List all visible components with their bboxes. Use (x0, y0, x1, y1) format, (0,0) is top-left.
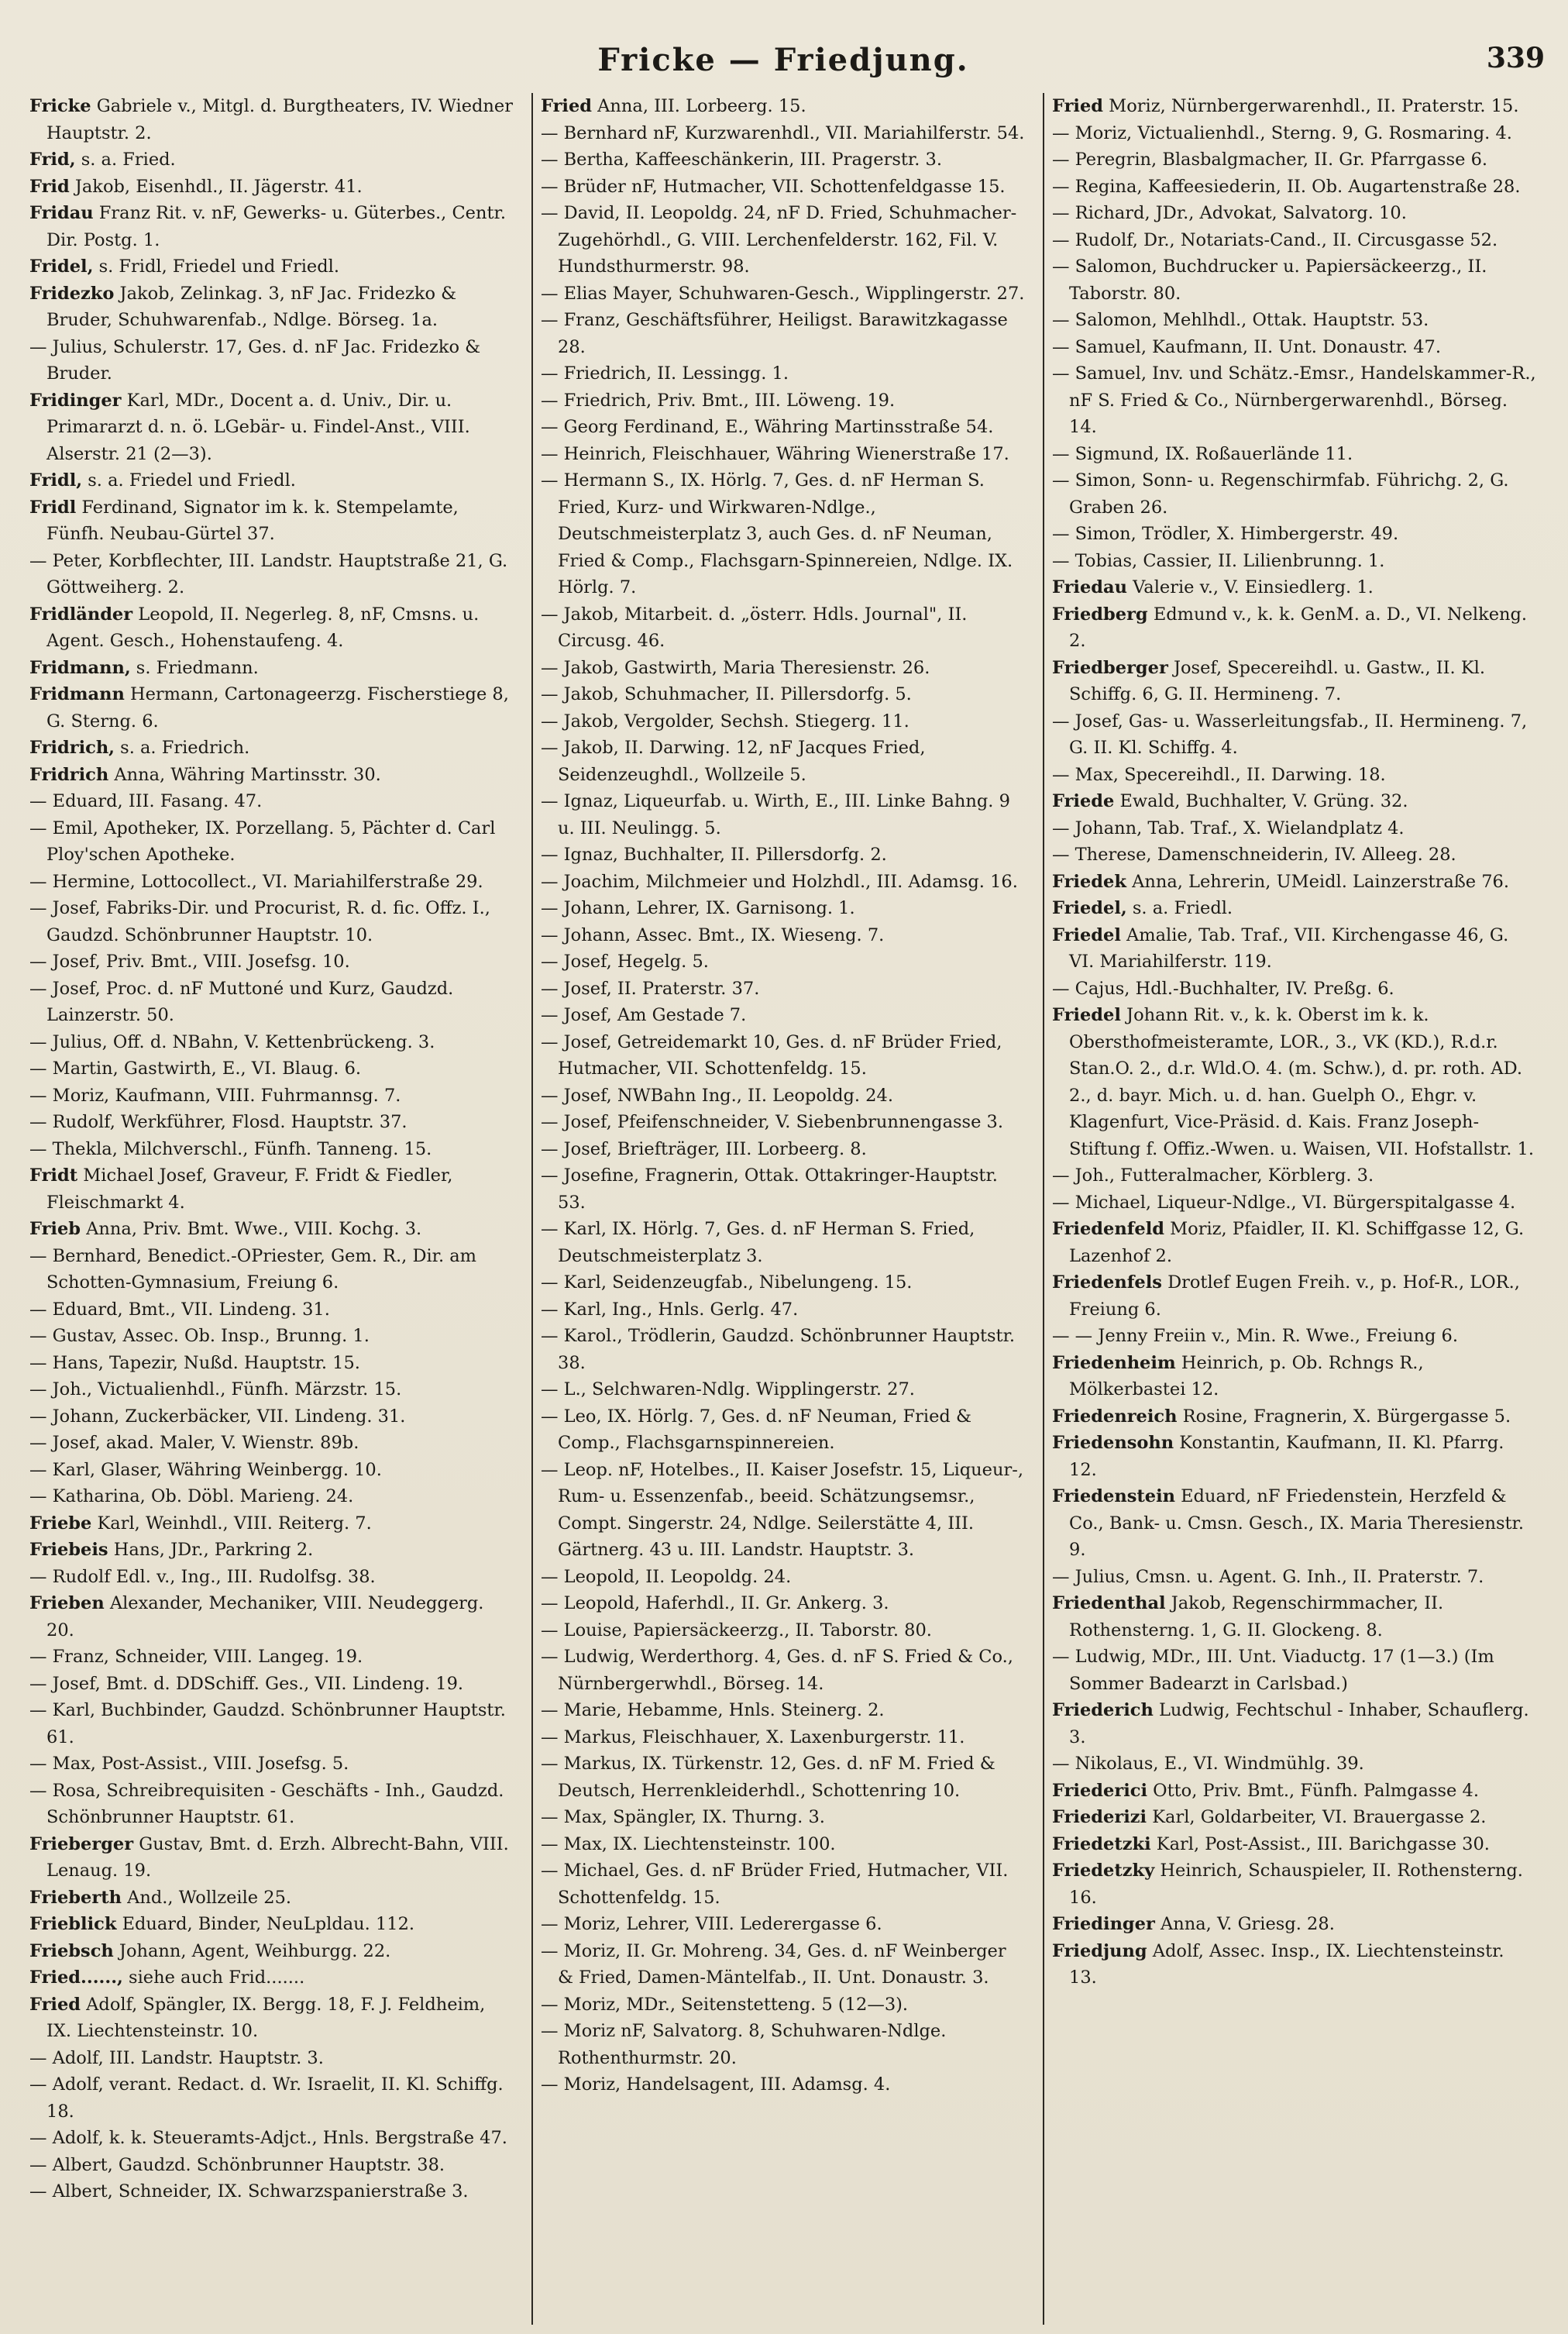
directory-entry: — Leop. nF, Hotelbes., II. Kaiser Josefstr. 15, Liqueur-, Rum- u. Essenzenfab., beeid. Schätzungsemsr., Compt. Singerstr. 24, Ndlge. Seilerstätte 4, III. Gärtnerg. 43 u. III. Landstr. Hauptstr. 3. (541, 1459, 1023, 1560)
directory-entry: — Samuel, Inv. und Schätz.-Emsr., Handelskammer-R., nF S. Fried & Co., Nürnbergerwarenhdl., Börseg. 14. (1052, 363, 1536, 437)
entry-surname: Fried (1052, 96, 1104, 116)
directory-entry: — Moriz, Handelsagent, III. Adamsg. 4. (541, 2074, 891, 2095)
directory-entry: — Josef, Hegelg. 5. (541, 952, 709, 972)
directory-entry: Fridmann, s. Friedmann. (29, 657, 259, 678)
entry-surname: Fridinger (29, 390, 122, 411)
directory-entry: Fridt Michael Josef, Graveur, F. Fridt & Fiedler, Fleischmarkt 4. (29, 1165, 453, 1213)
directory-entry: — Josef, Proc. d. nF Muttoné und Kurz, Gaudzd. Lainzerstr. 50. (29, 978, 454, 1025)
page-number: 339 (1486, 42, 1545, 74)
directory-entry: — Simon, Sonn- u. Regenschirmfab. Führichg. 2, G. Graben 26. (1052, 470, 1509, 518)
directory-entry: Frieblick Eduard, Binder, NeuLpldau. 112. (29, 1914, 415, 1934)
directory-entry: Friedjung Adolf, Assec. Insp., IX. Liechtensteinstr. 13. (1052, 1940, 1504, 1988)
directory-entry: — Josef, Pfeifenschneider, V. Siebenbrunnengasse 3. (541, 1112, 1004, 1132)
directory-entry: — Ludwig, Werderthorg. 4, Ges. d. nF S. Fried & Co., Nürnbergerwhdl., Börseg. 14. (541, 1647, 1013, 1694)
directory-entry: Friedek Anna, Lehrerin, UMeidl. Lainzerstraße 76. (1052, 871, 1510, 892)
directory-entry: — Jakob, Schuhmacher, II. Pillersdorfg. 5. (541, 684, 912, 704)
directory-entry: — Bertha, Kaffeeschänkerin, III. Pragerstr. 3. (541, 150, 942, 170)
directory-entry: — Moriz, Lehrer, VIII. Lederergasse 6. (541, 1914, 882, 1934)
entry-surname: Frieblick (29, 1914, 117, 1934)
entry-surname: Fridau (29, 203, 94, 223)
directory-entry: — Josef, akad. Maler, V. Wienstr. 89b. (29, 1433, 359, 1453)
directory-entry: Friedel Amalie, Tab. Traf., VII. Kirchengasse 46, G. VI. Mariahilferstr. 119. (1052, 924, 1509, 972)
entry-surname: Friedberger (1052, 657, 1168, 678)
directory-entry: — Max, Specereihdl., II. Darwing. 18. (1052, 764, 1386, 785)
directory-entry: — Joh., Victualienhdl., Fünfh. Märzstr. 15. (29, 1379, 402, 1399)
directory-entry: Friedenheim Heinrich, p. Ob. Rchngs R., Mölkerbastei 12. (1052, 1352, 1424, 1399)
directory-entry: — Adolf, verant. Redact. d. Wr. Israelit, II. Kl. Schiffg. 18. (29, 2074, 504, 2122)
directory-entry: — Adolf, III. Landstr. Hauptstr. 3. (29, 2047, 324, 2068)
directory-entry: Fried Moriz, Nürnbergerwarenhdl., II. Praterstr. 15. (1052, 96, 1519, 116)
directory-entry: Fridau Franz Rit. v. nF, Gewerks- u. Güterbes., Centr. Dir. Postg. 1. (29, 203, 506, 250)
entry-surname: Friedau (1052, 577, 1127, 597)
directory-entry: — Max, Post-Assist., VIII. Josefsg. 5. (29, 1754, 349, 1774)
directory-entry: Friedel Johann Rit. v., k. k. Oberst im k. k. Obersthofmeisteramte, LOR., 3., VK (KD.), R.d.r. Stan.O. 2., d.r. Wld.O. 4. (m. Schw.), d. pr. roth. AD. 2., d. bayr. Mich. u. d. han. Guelph O., Ehgr. v. Klagenfurt, Vice-Präsid. d. Kais. Franz Joseph-Stiftung f. Offiz.-Wwen. u. Waisen, VII. Hofstallstr. 1. (1052, 1005, 1534, 1159)
directory-entry: — Markus, Fleischhauer, X. Laxenburgerstr. 11. (541, 1726, 965, 1747)
directory-entry: — Leo, IX. Hörlg. 7, Ges. d. nF Neuman, Fried & Comp., Flachsgarnspinnereien. (541, 1406, 972, 1453)
directory-entry: Fridel, s. Fridl, Friedel und Friedl. (29, 256, 340, 277)
directory-entry: Friedenreich Rosine, Fragnerin, X. Bürgergasse 5. (1052, 1406, 1511, 1427)
page-title: Fricke — Friedjung. (597, 42, 969, 78)
entry-surname: Fridezko (29, 283, 115, 304)
directory-entry: — Katharina, Ob. Döbl. Marieng. 24. (29, 1486, 354, 1506)
directory-entry: — Karol., Trödlerin, Gaudzd. Schönbrunner Hauptstr. 38. (541, 1326, 1016, 1373)
entry-surname: Friedenfels (1052, 1272, 1162, 1293)
directory-entry: — Peregrin, Blasbalgmacher, II. Gr. Pfarrgasse 6. (1052, 150, 1488, 170)
directory-entry: — Heinrich, Fleischhauer, Währing Wienerstraße 17. (541, 443, 1009, 464)
directory-entry: — Friedrich, II. Lessingg. 1. (541, 363, 789, 384)
directory-entry: — L., Selchwaren-Ndlg. Wipplingerstr. 27. (541, 1379, 915, 1399)
directory-entry: Friederizi Karl, Goldarbeiter, VI. Brauergasse 2. (1052, 1807, 1487, 1827)
directory-entry: — Franz, Geschäftsführer, Heiligst. Barawitzkagasse 28. (541, 310, 1008, 357)
directory-entry: — Julius, Schulerstr. 17, Ges. d. nF Jac. Fridezko & Bruder. (29, 336, 481, 384)
directory-entry: Friedetzky Heinrich, Schauspieler, II. Rothensterng. 16. (1052, 1861, 1523, 1908)
directory-entry: — Leopold, Haferhdl., II. Gr. Ankerg. 3. (541, 1593, 889, 1613)
directory-entry: — Eduard, Bmt., VII. Lindeng. 31. (29, 1299, 330, 1320)
column-2 (531, 93, 1033, 2325)
directory-entry: Fried Anna, III. Lorbeerg. 15. (541, 96, 806, 116)
entry-surname: Friedenthal (1052, 1593, 1166, 1613)
directory-entry: Friedenthal Jakob, Regenschirmmacher, II. Rothensterng. 1, G. II. Glockeng. 8. (1052, 1593, 1444, 1640)
directory-entry: Friederici Otto, Priv. Bmt., Fünfh. Palmgasse 4. (1052, 1780, 1479, 1801)
directory-entry: — Josef, Bmt. d. DDSchiff. Ges., VII. Lindeng. 19. (29, 1673, 464, 1694)
entry-surname: Fried (29, 1994, 81, 2015)
directory-entry: — Markus, IX. Türkenstr. 12, Ges. d. nF M. Fried & Deutsch, Herrenkleiderhdl., Schottenring 10. (541, 1754, 995, 1801)
directory-entry: — Sigmund, IX. Roßauerlände 11. (1052, 443, 1353, 464)
entry-surname: Friedjung (1052, 1940, 1147, 1961)
directory-entry: — Brüder nF, Hutmacher, VII. Schottenfeldgasse 15. (541, 176, 1006, 197)
directory-entry: Friedetzki Karl, Post-Assist., III. Barichgasse 30. (1052, 1833, 1490, 1854)
directory-entry: Friedenfels Drotlef Eugen Freih. v., p. Hof-R., LOR., Freiung 6. (1052, 1272, 1520, 1320)
entry-surname: Fricke (29, 96, 91, 116)
directory-entry: Friedinger Anna, V. Griesg. 28. (1052, 1914, 1335, 1934)
entry-surname: Fridrich, (29, 738, 115, 758)
column-3 (1043, 93, 1545, 2325)
directory-entry: Fridl Ferdinand, Signator im k. k. Stempelamte, Fünfh. Neubau-Gürtel 37. (29, 497, 459, 544)
directory-entry: Friedel, s. a. Friedl. (1052, 898, 1233, 918)
entry-surname: Friedinger (1052, 1914, 1155, 1934)
directory-entry: Friedenfeld Moriz, Pfaidler, II. Kl. Schiffgasse 12, G. Lazenhof 2. (1052, 1219, 1525, 1266)
entry-surname: Friederizi (1052, 1807, 1147, 1827)
directory-entry: Friedberg Edmund v., k. k. GenM. a. D., VI. Nelkeng. 2. (1052, 604, 1528, 651)
directory-entry: — Josefine, Fragnerin, Ottak. Ottakringer-Hauptstr. 53. (541, 1165, 998, 1213)
directory-entry: Friebe Karl, Weinhdl., VIII. Reiterg. 7. (29, 1513, 372, 1534)
directory-entry: Friedensohn Konstantin, Kaufmann, II. Kl. Pfarrg. 12. (1052, 1433, 1504, 1480)
directory-entry: — Simon, Trödler, X. Himbergerstr. 49. (1052, 524, 1399, 544)
directory-entry: — Cajus, Hdl.-Buchhalter, IV. Preßg. 6. (1052, 978, 1394, 999)
directory-entry: — Karl, Buchbinder, Gaudzd. Schönbrunner Hauptstr. 61. (29, 1700, 506, 1747)
directory-entry: — Karl, Glaser, Währing Weinbergg. 10. (29, 1459, 382, 1480)
directory-entry: — Eduard, III. Fasang. 47. (29, 791, 263, 811)
directory-entry: — Salomon, Buchdrucker u. Papiersäckeerzg., II. Taborstr. 80. (1052, 256, 1487, 304)
directory-entry: — Regina, Kaffeesiederin, II. Ob. Augartenstraße 28. (1052, 176, 1521, 197)
entry-surname: Fridländer (29, 604, 133, 625)
directory-entry: — Rudolf, Dr., Notariats-Cand., II. Circusgasse 52. (1052, 229, 1498, 250)
entry-surname: Fridel, (29, 256, 94, 277)
entry-surname: Friedel (1052, 1005, 1121, 1025)
directory-entry: — Emil, Apotheker, IX. Porzellang. 5, Pächter d. Carl Ploy'schen Apotheke. (29, 818, 496, 865)
directory-entry: — David, II. Leopoldg. 24, nF D. Fried, Schuhmacher-Zugehörhdl., G. VIII. Lerchenfelderstr. 162, Fil. V. Hundsthurmerstr. 98. (541, 203, 1017, 277)
directory-entry: — Karl, Seidenzeugfab., Nibelungeng. 15. (541, 1272, 913, 1293)
directory-entry: — Marie, Hebamme, Hnls. Steinerg. 2. (541, 1700, 885, 1720)
directory-entry: Fridmann Hermann, Cartonageerzg. Fischerstiege 8, G. Sterng. 6. (29, 684, 509, 732)
entry-surname: Friedenheim (1052, 1352, 1176, 1373)
directory-entry: — Nikolaus, E., VI. Windmühlg. 39. (1052, 1754, 1364, 1774)
entry-surname: Friedenreich (1052, 1406, 1178, 1427)
directory-entry: Frieben Alexander, Mechaniker, VIII. Neudeggerg. 20. (29, 1593, 484, 1640)
entry-surname: Fried (541, 96, 593, 116)
entry-surname: Friedetzky (1052, 1861, 1155, 1881)
directory-entry: — Max, Spängler, IX. Thurng. 3. (541, 1807, 825, 1827)
entry-surname: Friede (1052, 791, 1115, 811)
directory-entry: — Julius, Off. d. NBahn, V. Kettenbrückeng. 3. (29, 1031, 435, 1052)
directory-entry: — Karl, IX. Hörlg. 7, Ges. d. nF Herman S. Fried, Deutschmeisterplatz 3. (541, 1219, 975, 1266)
directory-entry: — Bernhard nF, Kurzwarenhdl., VII. Mariahilferstr. 54. (541, 122, 1025, 143)
directory-entry: — Karl, Ing., Hnls. Gerlg. 47. (541, 1299, 799, 1320)
directory-entry: — Elias Mayer, Schuhwaren-Gesch., Wipplingerstr. 27. (541, 283, 1025, 304)
directory-entry: — Samuel, Kaufmann, II. Unt. Donaustr. 47. (1052, 336, 1442, 357)
directory-entry: — Josef, II. Praterstr. 37. (541, 978, 760, 999)
directory-entry: — Louise, Papiersäckeerzg., II. Taborstr. 80. (541, 1620, 932, 1640)
directory-entry: — Tobias, Cassier, II. Lilienbrunng. 1. (1052, 550, 1385, 571)
directory-entry: — Franz, Schneider, VIII. Langeg. 19. (29, 1647, 363, 1667)
directory-entry: Fridrich, s. a. Friedrich. (29, 738, 250, 758)
entry-surname: Friebeis (29, 1540, 108, 1560)
directory-entry: — Jakob, II. Darwing. 12, nF Jacques Fried, Seidenzeughdl., Wollzeile 5. (541, 738, 926, 785)
entry-surname: Fridt (29, 1165, 78, 1186)
directory-entry: Frieb Anna, Priv. Bmt. Wwe., VIII. Kochg. 3. (29, 1219, 422, 1239)
directory-entry: — Hermine, Lottocollect., VI. Mariahilferstraße 29. (29, 871, 483, 892)
directory-entry: — Hans, Tapezir, Nußd. Hauptstr. 15. (29, 1352, 360, 1373)
directory-entry: — Josef, Priv. Bmt., VIII. Josefsg. 10. (29, 952, 350, 972)
directory-entry: — Josef, Getreidemarkt 10, Ges. d. nF Brüder Fried, Hutmacher, VII. Schottenfeldg. 15. (541, 1031, 1002, 1079)
directory-entry: — Bernhard, Benedict.-OPriester, Gem. R., Dir. am Schotten-Gymnasium, Freiung 6. (29, 1245, 477, 1293)
directory-entry: — Therese, Damenschneiderin, IV. Alleeg. 28. (1052, 845, 1456, 865)
directory-entry: — Ignaz, Buchhalter, II. Pillersdorfg. 2. (541, 845, 887, 865)
directory-entry: — Joachim, Milchmeier und Holzhdl., III. Adamsg. 16. (541, 871, 1018, 892)
directory-entry: — Gustav, Assec. Ob. Insp., Brunng. 1. (29, 1326, 370, 1346)
directory-entry: — Johann, Zuckerbäcker, VII. Lindeng. 31. (29, 1406, 406, 1427)
directory-entry: — Moriz nF, Salvatorg. 8, Schuhwaren-Ndlge. Rothenthurmstr. 20. (541, 2021, 947, 2068)
directory-entry: Friebsch Johann, Agent, Weihburgg. 22. (29, 1940, 391, 1961)
entry-surname: Friedberg (1052, 604, 1148, 625)
directory-entry: — Jakob, Vergolder, Sechsh. Stiegerg. 11. (541, 711, 910, 732)
directory-entry: — Josef, Briefträger, III. Lorbeerg. 8. (541, 1138, 867, 1159)
entry-surname: Friedenstein (1052, 1486, 1175, 1506)
entry-surname: Fried......, (29, 1967, 123, 1988)
directory-entry: — Moriz, Kaufmann, VIII. Fuhrmannsg. 7. (29, 1085, 401, 1106)
directory-entry: — Hermann S., IX. Hörlg. 7, Ges. d. nF Herman S. Fried, Kurz- und Wirkwaren-Ndlge., Deutschmeisterplatz 3, auch Ges. d. nF Neuman, Fried & Comp., Flachsgarn-Spinnereien, Ndlge. IX. Hörlg. 7. (541, 470, 1013, 597)
directory-entry: Friede Ewald, Buchhalter, V. Grüng. 32. (1052, 791, 1408, 811)
directory-entry: — Rosa, Schreibrequisiten - Geschäfts - Inh., Gaudzd. Schönbrunner Hauptstr. 61. (29, 1780, 504, 1827)
entry-surname: Frid (29, 176, 70, 197)
directory-entry: — Moriz, MDr., Seitenstetteng. 5 (12—3). (541, 1994, 909, 2015)
entry-surname: Fridmann (29, 684, 125, 704)
directory-entry: Frieberger Gustav, Bmt. d. Erzh. Albrecht-Bahn, VIII. Lenaug. 19. (29, 1833, 509, 1881)
directory-entry: — Martin, Gastwirth, E., VI. Blaug. 6. (29, 1059, 362, 1079)
directory-entry: Fridezko Jakob, Zelinkag. 3, nF Jac. Fridezko & Bruder, Schuhwarenfab., Ndlge. Börseg. 1a. (29, 283, 457, 330)
entry-surname: Friedetzki (1052, 1833, 1151, 1854)
directory-entry: — — Jenny Freiin v., Min. R. Wwe., Freiung 6. (1052, 1326, 1459, 1346)
directory-entry: — Albert, Gaudzd. Schönbrunner Hauptstr. 38. (29, 2154, 445, 2175)
entry-surname: Frid, (29, 150, 76, 170)
directory-entry: — Jakob, Mitarbeit. d. „österr. Hdls. Journal", II. Circusg. 46. (541, 604, 968, 651)
directory-entry: Frid Jakob, Eisenhdl., II. Jägerstr. 41. (29, 176, 363, 197)
directory-entry: — Moriz, Victualienhdl., Sterng. 9, G. Rosmaring. 4. (1052, 122, 1512, 143)
directory-entry: Fried Adolf, Spängler, IX. Bergg. 18, F. J. Feldheim, IX. Liechtensteinstr. 10. (29, 1994, 486, 2041)
directory-entry: — Adolf, k. k. Steueramts-Adjct., Hnls. Bergstraße 47. (29, 2128, 507, 2148)
entry-surname: Friedek (1052, 871, 1126, 892)
directory-entry: — Moriz, II. Gr. Mohreng. 34, Ges. d. nF Weinberger & Fried, Damen-Mäntelfab., II. Unt. Donaustr. 3. (541, 1940, 1006, 1988)
directory-entry: — Ignaz, Liqueurfab. u. Wirth, E., III. Linke Bahng. 9 u. III. Neulingg. 5. (541, 791, 1010, 838)
directory-entry: — Salomon, Mehlhdl., Ottak. Hauptstr. 53. (1052, 310, 1429, 330)
entry-surname: Fridmann, (29, 657, 131, 678)
directory-entry: Fridrich Anna, Währing Martinsstr. 30. (29, 764, 381, 785)
directory-entry: — Max, IX. Liechtensteinstr. 100. (541, 1833, 836, 1854)
page-header (22, 31, 1545, 93)
entry-surname: Friebsch (29, 1940, 114, 1961)
directory-entry: — Leopold, II. Leopoldg. 24. (541, 1566, 792, 1587)
entry-surname: Frieb (29, 1219, 81, 1239)
directory-entry: Fricke Gabriele v., Mitgl. d. Burgtheaters, IV. Wiedner Hauptstr. 2. (29, 96, 513, 143)
entry-surname: Friedensohn (1052, 1433, 1174, 1453)
directory-entry: Fridinger Karl, MDr., Docent a. d. Univ., Dir. u. Primararzt d. n. ö. LGebär- u. Findel-Anst., VIII. Alserstr. 21 (2—3). (29, 390, 470, 464)
directory-entry: — Michael, Ges. d. nF Brüder Fried, Hutmacher, VII. Schottenfeldg. 15. (541, 1861, 1009, 1908)
directory-entry: — Peter, Korbflechter, III. Landstr. Hauptstraße 21, G. Göttweiherg. 2. (29, 550, 508, 597)
directory-entry: Frid, s. a. Fried. (29, 150, 176, 170)
directory-entry: — Rudolf, Werkführer, Flosd. Hauptstr. 37. (29, 1112, 407, 1132)
entry-surname: Friederici (1052, 1780, 1147, 1801)
directory-entry: — Rudolf Edl. v., Ing., III. Rudolfsg. 38. (29, 1566, 376, 1587)
directory-entry: — Johann, Tab. Traf., X. Wielandplatz 4. (1052, 818, 1405, 838)
directory-entry: — Georg Ferdinand, E., Währing Martinsstraße 54. (541, 417, 994, 437)
directory-entry: Friedenstein Eduard, nF Friedenstein, Herzfeld & Co., Bank- u. Cmsn. Gesch., IX. Maria Theresienstr. 9. (1052, 1486, 1524, 1560)
directory-entry: Fridländer Leopold, II. Negerleg. 8, nF, Cmsns. u. Agent. Gesch., Hohenstaufeng. 4. (29, 604, 480, 651)
entry-surname: Fridl, (29, 470, 83, 491)
directory-entry: — Thekla, Milchverschl., Fünfh. Tanneng. 15. (29, 1138, 432, 1159)
directory-entry: — Joh., Futteralmacher, Körblerg. 3. (1052, 1165, 1374, 1186)
entry-surname: Fridl (29, 497, 77, 518)
column-1 (22, 93, 522, 2325)
entry-surname: Frieberth (29, 1887, 122, 1908)
directory-entry: — Julius, Cmsn. u. Agent. G. Inh., II. Praterstr. 7. (1052, 1566, 1484, 1587)
directory-entry: — Jakob, Gastwirth, Maria Theresienstr. 26. (541, 657, 930, 678)
directory-entry: Fridl, s. a. Friedel und Friedl. (29, 470, 296, 491)
directory-entry: — Richard, JDr., Advokat, Salvatorg. 10. (1052, 203, 1407, 223)
directory-entry: — Johann, Assec. Bmt., IX. Wieseng. 7. (541, 924, 885, 945)
directory-entry: — Friedrich, Priv. Bmt., III. Löweng. 19. (541, 390, 896, 411)
entry-surname: Friedel (1052, 924, 1121, 945)
directory-entry: — Ludwig, MDr., III. Unt. Viaductg. 17 (1—3.) (Im Sommer Badearzt in Carlsbad.) (1052, 1647, 1494, 1694)
directory-entry: Friedberger Josef, Specereihdl. u. Gastw., II. Kl. Schiffg. 6, G. II. Hermineng. 7. (1052, 657, 1486, 704)
entry-surname: Friederich (1052, 1700, 1154, 1720)
directory-entry: Friederich Ludwig, Fechtschul - Inhaber, Schauflerg. 3. (1052, 1700, 1529, 1747)
directory-entry: Friedau Valerie v., V. Einsiedlerg. 1. (1052, 577, 1374, 597)
entry-surname: Friedenfeld (1052, 1219, 1164, 1239)
entry-surname: Friebe (29, 1513, 92, 1534)
entry-surname: Friedel, (1052, 898, 1127, 918)
directory-entry: — Albert, Schneider, IX. Schwarzspanierstraße 3. (29, 2181, 469, 2201)
directory-columns (22, 93, 1545, 2325)
directory-entry: Fried......, siehe auch Frid....... (29, 1967, 305, 1988)
directory-entry: — Josef, Fabriks-Dir. und Procurist, R. d. fic. Offz. I., Gaudzd. Schönbrunner Hauptstr. 10. (29, 898, 490, 945)
directory-entry: Frieberth And., Wollzeile 25. (29, 1887, 292, 1908)
directory-entry: — Josef, Am Gestade 7. (541, 1005, 747, 1025)
directory-entry: Friebeis Hans, JDr., Parkring 2. (29, 1540, 314, 1560)
entry-surname: Frieberger (29, 1833, 134, 1854)
directory-entry: — Johann, Lehrer, IX. Garnisong. 1. (541, 898, 855, 918)
directory-entry: — Josef, NWBahn Ing., II. Leopoldg. 24. (541, 1085, 893, 1106)
entry-surname: Frieben (29, 1593, 105, 1613)
directory-entry: — Michael, Liqueur-Ndlge., VI. Bürgerspitalgasse 4. (1052, 1192, 1516, 1213)
entry-surname: Fridrich (29, 764, 109, 785)
directory-entry: — Josef, Gas- u. Wasserleitungsfab., II. Hermineng. 7, G. II. Kl. Schiffg. 4. (1052, 711, 1528, 758)
